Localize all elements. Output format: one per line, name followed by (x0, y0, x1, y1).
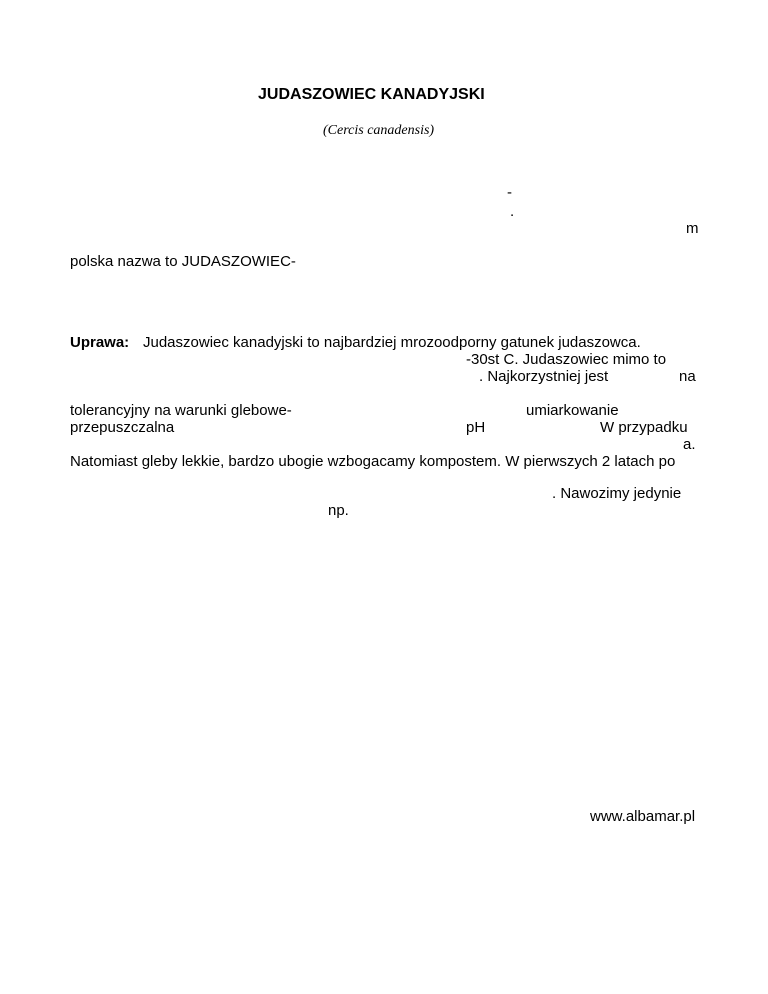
uprawa-label: Uprawa: (70, 334, 130, 351)
uprawa-line5c: W przypadku (600, 419, 688, 436)
fragment-dash: - (507, 184, 512, 201)
uprawa-line2: -30st C. Judaszowiec mimo to (466, 351, 667, 368)
latin-name: (Cercis canadensis) (323, 123, 435, 138)
uprawa-line9: np. (328, 502, 349, 519)
uprawa-line3b: na (679, 368, 696, 385)
uprawa-line5a: przepuszczalna (70, 419, 175, 436)
uprawa-line8: . Nawozimy jedynie (552, 485, 682, 502)
uprawa-line4a: tolerancyjny na warunki glebowe- (70, 402, 292, 419)
fragment-dot: . (510, 203, 515, 220)
polish-name-line: polska nazwa to JUDASZOWIEC- (70, 253, 296, 270)
footer-url[interactable]: www.albamar.pl (590, 808, 696, 825)
fragment-m: m (686, 220, 699, 237)
uprawa-line3a: . Najkorzystniej jest (479, 368, 609, 385)
uprawa-line6: a. (683, 436, 696, 453)
page-title: JUDASZOWIEC KANADYJSKI (258, 86, 485, 103)
uprawa-line5b: pH (466, 419, 486, 436)
uprawa-line7: Natomiast gleby lekkie, bardzo ubogie wzbogacamy kompostem. W pierwszych 2 latach po (70, 453, 676, 470)
uprawa-line1: Judaszowiec kanadyjski to najbardziej mrozoodporny gatunek judaszowca. (143, 334, 641, 351)
uprawa-line4b: umiarkowanie (526, 402, 619, 419)
